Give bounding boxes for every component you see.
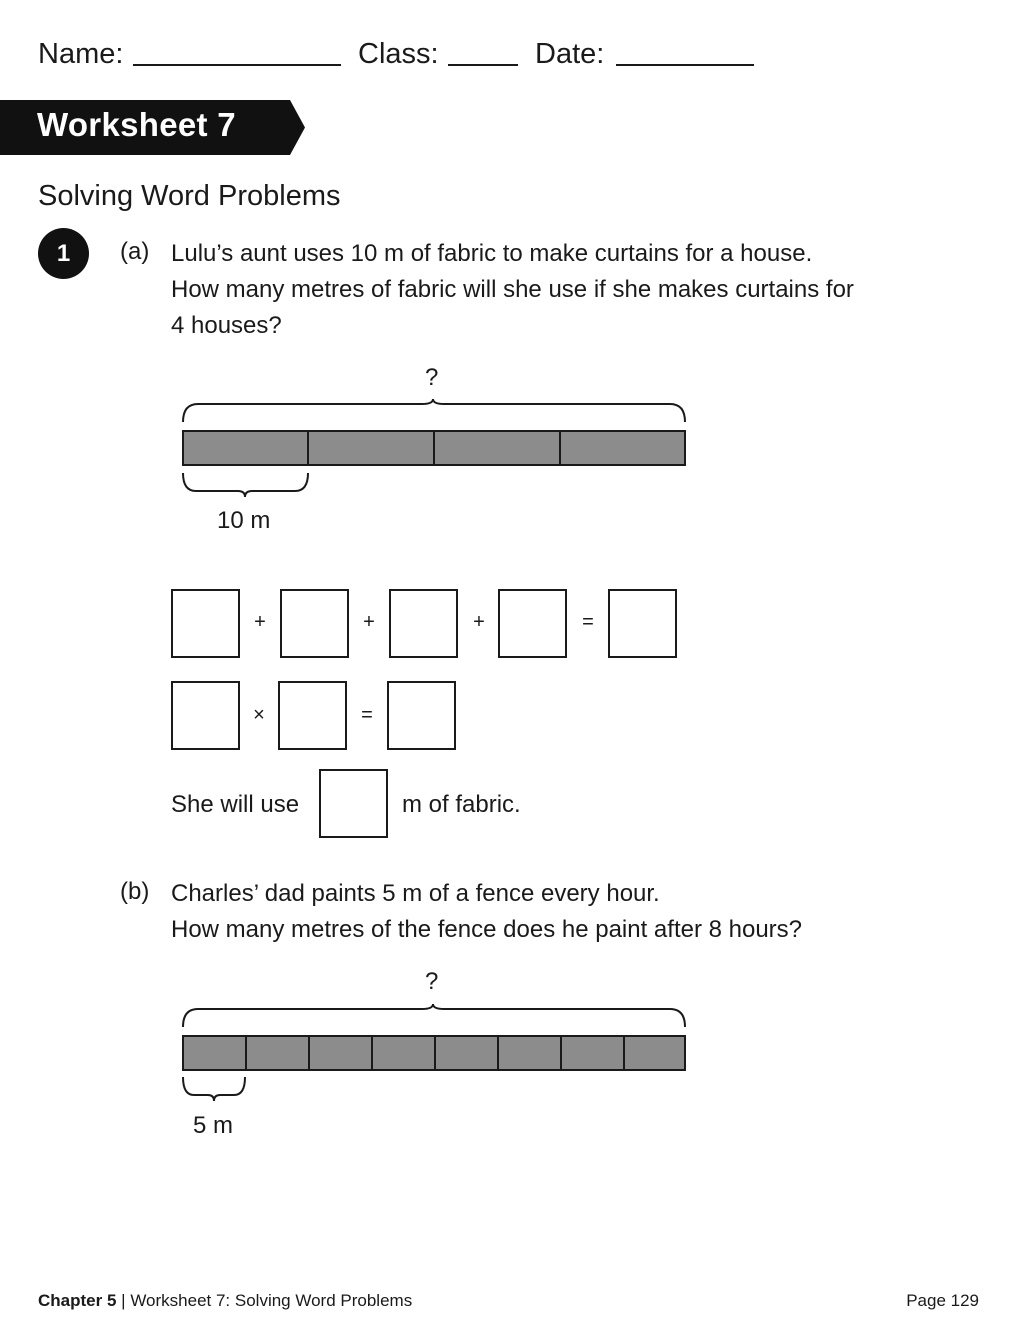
part-a-question <box>171 236 961 344</box>
addition-answer-box-4[interactable] <box>498 589 567 658</box>
equals-sign: = <box>582 611 594 633</box>
bar-b-segment <box>623 1035 686 1071</box>
bar-a-segment <box>559 430 686 466</box>
addition-answer-box-1[interactable] <box>171 589 240 658</box>
part-a-line: How many metres of fabric will she use if she makes curtains for <box>171 276 854 303</box>
multiplication-answer-box-1[interactable] <box>171 681 240 750</box>
worksheet-title: Worksheet 7 <box>37 106 236 143</box>
plus-sign: + <box>363 611 375 633</box>
final-answer-box[interactable] <box>319 769 388 838</box>
bar-b-top-brace <box>182 1003 686 1029</box>
part-a-line: 4 houses? <box>171 312 282 339</box>
footer-left <box>38 1291 412 1311</box>
bar-b-segment <box>434 1035 499 1071</box>
footer-separator: | <box>121 1291 126 1310</box>
times-sign: × <box>253 704 265 726</box>
multiplication-answer-box-2[interactable] <box>278 681 347 750</box>
footer-title: Worksheet 7: Solving Word Problems <box>130 1291 413 1310</box>
plus-sign: + <box>254 611 266 633</box>
bar-a-unit-brace <box>182 472 310 498</box>
plus-sign: + <box>473 611 485 633</box>
bar-a-segment <box>182 430 309 466</box>
bar-b-unknown-label: ? <box>425 968 439 995</box>
part-a-line: Lulu’s aunt uses 10 m of fabric to make curtains for a house. <box>171 240 813 267</box>
addition-answer-box-2[interactable] <box>280 589 349 658</box>
bar-b-segment <box>560 1035 625 1071</box>
part-b-label: (b) <box>120 878 150 905</box>
bar-b-segment <box>371 1035 436 1071</box>
section-title: Solving Word Problems <box>38 180 341 212</box>
bar-a-segment <box>433 430 561 466</box>
date-label: Date: <box>535 38 605 70</box>
bar-a-segment <box>307 430 435 466</box>
part-b-line: How many metres of the fence does he paint after 8 hours? <box>171 916 803 943</box>
date-field-line[interactable] <box>616 64 754 66</box>
name-field-line[interactable] <box>133 64 341 66</box>
question-number-badge: 1 <box>38 228 89 279</box>
name-label: Name: <box>38 38 124 70</box>
bar-b-unit-label: 5 m <box>193 1112 234 1139</box>
bar-b-unit-brace <box>182 1076 248 1102</box>
answer-prefix: She will use <box>171 791 300 818</box>
bar-b-segment <box>245 1035 310 1071</box>
footer-page-number: Page 129 <box>906 1291 979 1310</box>
addition-answer-box-3[interactable] <box>389 589 458 658</box>
bar-a-top-brace <box>182 398 686 424</box>
bar-a-unit-label: 10 m <box>217 507 271 534</box>
part-a-label: (a) <box>120 238 150 265</box>
addition-result-box[interactable] <box>608 589 677 658</box>
equals-sign: = <box>361 704 373 726</box>
class-field-line[interactable] <box>448 64 518 66</box>
bar-b-segment <box>182 1035 247 1071</box>
answer-suffix: m of fabric. <box>402 791 521 818</box>
footer-chapter: Chapter 5 <box>38 1291 117 1310</box>
bar-b-segment <box>497 1035 562 1071</box>
part-b-line: Charles’ dad paints 5 m of a fence every hour. <box>171 880 660 907</box>
part-b-question <box>171 876 961 948</box>
multiplication-result-box[interactable] <box>387 681 456 750</box>
class-label: Class: <box>358 38 439 70</box>
bar-b-segment <box>308 1035 373 1071</box>
bar-a-unknown-label: ? <box>425 364 439 391</box>
